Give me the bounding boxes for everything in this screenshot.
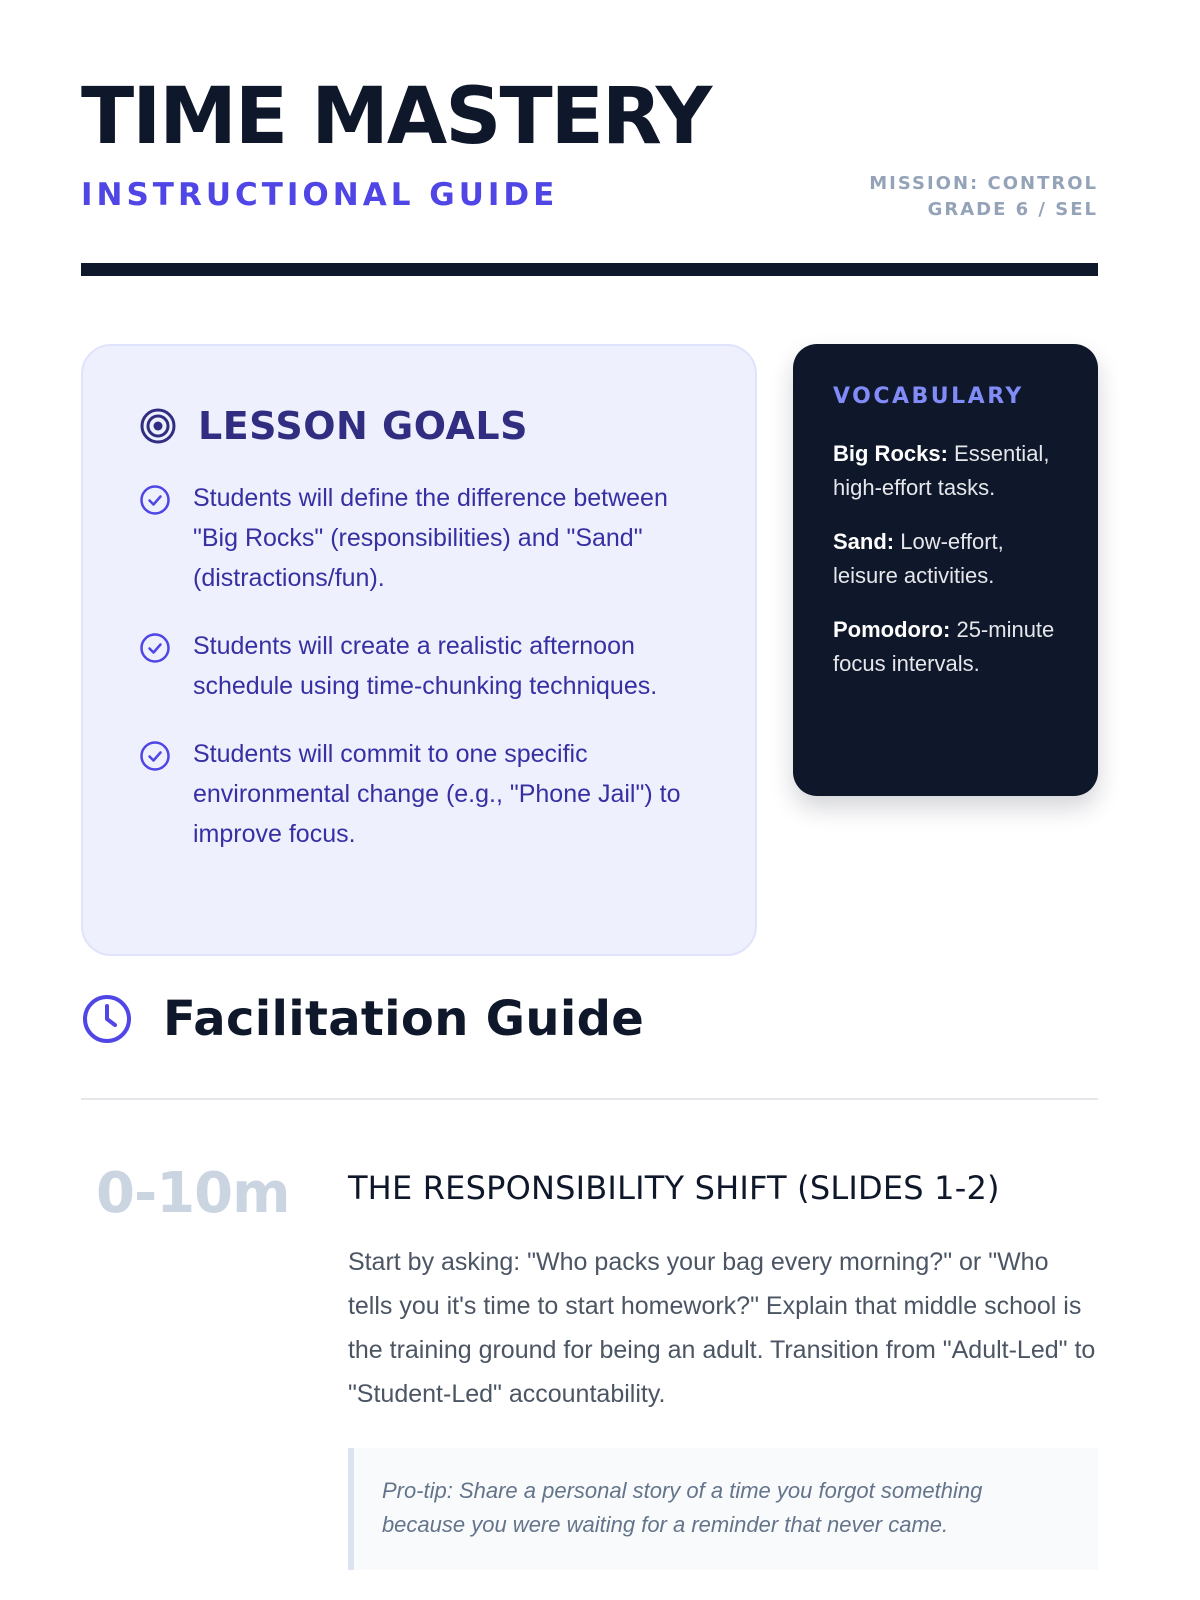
goal-item: [139, 734, 699, 854]
vocabulary-term: Pomodoro:: [833, 617, 951, 642]
header-divider: [81, 263, 1098, 276]
goal-item: [139, 626, 699, 706]
vocabulary-definition: Essential, high-effort tasks.: [833, 441, 1050, 500]
lesson-goals-title: LESSON GOALS: [198, 404, 529, 448]
goal-text: Students will define the difference between "Big Rocks" (responsibilities) and "Sand" (distractions/fun).: [193, 484, 668, 592]
page-header: [81, 0, 1098, 280]
clock-icon: [81, 993, 133, 1045]
page-title: TIME MASTERY: [81, 72, 711, 162]
vocabulary-item: [833, 525, 1060, 593]
goal-text: Students will commit to one specific environmental change (e.g., "Phone Jail") to improve focus.: [193, 740, 681, 848]
vocabulary-item: [833, 437, 1060, 505]
pro-tip-callout: Pro-tip: Share a personal story of a time you forgot something because you were waiting for a reminder that never came.: [348, 1448, 1098, 1570]
step-title: THE RESPONSIBILITY SHIFT (SLIDES 1-2): [347, 1169, 1000, 1207]
step-time: 0-10m: [96, 1161, 290, 1226]
lesson-goals-header: [139, 404, 699, 448]
vocabulary-definition: 25-minute focus intervals.: [833, 617, 1055, 676]
check-circle-icon: [139, 740, 171, 772]
check-circle-icon: [139, 632, 171, 664]
goal-text: Students will create a realistic afternoon schedule using time-chunking techniques.: [193, 632, 658, 700]
facilitation-header: [81, 940, 1098, 1100]
page-meta: [869, 171, 1098, 223]
vocabulary-term: Sand:: [833, 529, 895, 554]
facilitation-title: Facilitation Guide: [163, 991, 645, 1047]
goal-item: [139, 478, 699, 598]
step-body: [348, 1166, 1098, 1570]
vocabulary-term: Big Rocks:: [833, 441, 948, 466]
facilitation-section: [81, 940, 1098, 1570]
overview-row: [81, 280, 1098, 940]
step-description: Start by asking: "Who packs your bag every morning?" or "Who tells you it's time to start homework?" Explain that middle school is the training ground for being an adult. Transition from "Adult-Led" to "Student-Led" accountability.: [347, 1248, 1096, 1408]
mission-label: MISSION: CONTROL: [869, 173, 1098, 194]
vocabulary-title: VOCABULARY: [833, 384, 1024, 409]
check-circle-icon: [139, 484, 171, 516]
page-subtitle: INSTRUCTIONAL GUIDE: [81, 177, 559, 213]
vocabulary-card: [793, 344, 1098, 796]
grade-label: GRADE 6 / SEL: [927, 199, 1098, 220]
facilitation-step: [81, 1161, 1098, 1570]
vocabulary-definition: Low-effort, leisure activities.: [833, 529, 1004, 588]
lesson-goals-card: [81, 344, 757, 956]
target-icon: [139, 407, 177, 445]
vocabulary-item: [833, 613, 1060, 681]
